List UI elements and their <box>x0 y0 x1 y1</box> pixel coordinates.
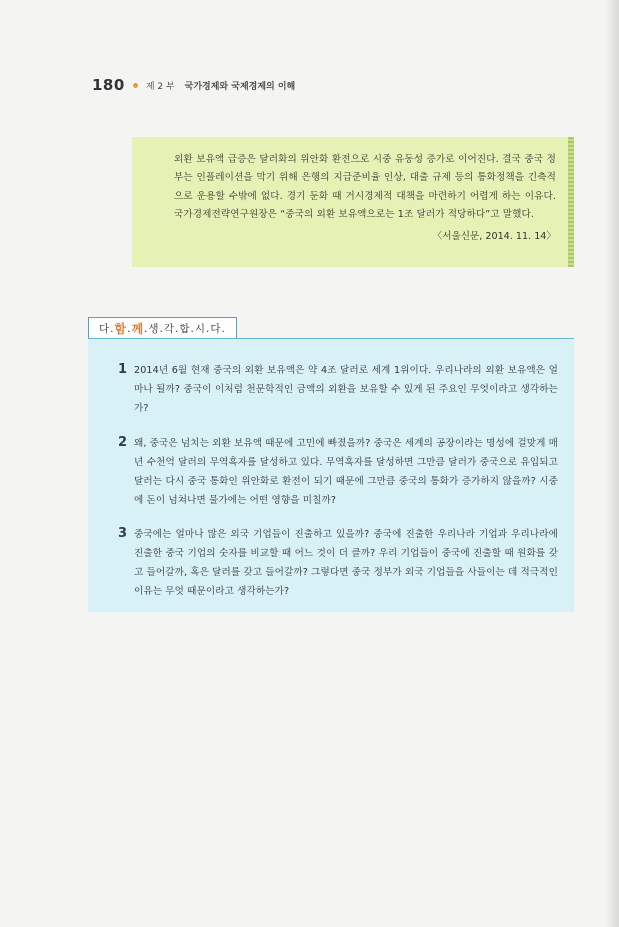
label-char: 다 <box>210 323 222 335</box>
news-quote-box <box>132 137 574 267</box>
label-char: 생 <box>148 323 160 335</box>
quote-text: 외환 보유액 급증은 달러화의 위안화 환전으로 시중 유동성 증가로 이어진다. 결국 중국 정부는 인플레이션을 막기 위해 은행의 지급준비율 인상, 대출 규제 등의 통화정책을 긴축적으로 운용할 수밖에 없다. 경기 둔화 때 거시경제적 대책을 마련하기 어렵게 하는 이유다. 국가경제전략연구원장은 “중국의 외환 보유액으로는 1조 달러가 적당하다”고 말했다. <box>174 154 556 221</box>
part-label: 제 2 부 <box>145 81 175 92</box>
page-number: 180 <box>92 76 125 94</box>
label-char: 시 <box>194 323 207 335</box>
bullet-dot-icon <box>133 83 138 88</box>
quote-source: 〈서울신문, 2014. 11. 14〉 <box>432 230 556 242</box>
quote-side-stripe <box>568 137 574 267</box>
question-text: 2014년 6월 현재 중국의 외환 보유액은 약 4조 달러로 세계 1위이다. 우리나라의 외환 보유액은 얼마나 될까? 중국이 이처럼 천문학적인 금액의 외환을 보유할 수 있게 된 주요인 무엇이라고 생각하는가? <box>134 365 558 414</box>
label-char: 각 <box>163 323 176 335</box>
label-char: 합 <box>179 323 191 335</box>
question-item <box>118 525 558 601</box>
label-char-accent: 께 <box>131 322 145 336</box>
part-title: 국가경제와 국제경제의 이해 <box>184 81 296 92</box>
question-text: 중국에는 얼마나 많은 외국 기업들이 진출하고 있을까? 중국에 진출한 우리나라 기업과 우리나라에 진출한 중국 기업의 숫자를 비교할 때 어느 것이 더 클까? 우리 기업들이 중국에 진출할 때 원화를 갖고 들어갈까, 혹은 달러를 갖고 들어갈까? 그렇다면 중국 정부가 외국 기업들을 사들이는 데 적극적인 이유는 무엇 때문이라고 생각하는가? <box>134 529 558 597</box>
page-edge-shadow <box>605 0 619 927</box>
label-char: 다 <box>99 323 111 335</box>
question-item <box>118 434 558 510</box>
question-text: 왜, 중국은 넘치는 외환 보유액 때문에 고민에 빠졌을까? 중국은 세계의 공장이라는 명성에 걸맞게 매년 수천억 달러의 무역흑자를 달성하고 있다. 무역흑자를 달성하면 그만큼 달러가 중국으로 유입되고 달러는 다시 중국 통화인 위안화로 환전이 되기 때문에 그만큼 중국의 통화가 증가하지 않을까? 시중에 돈이 넘쳐나면 물가에는 어떤 영향을 미칠까? <box>134 438 558 506</box>
label-char-accent: 함 <box>114 322 128 336</box>
question-number: 2 <box>118 435 128 450</box>
label-underline <box>88 338 574 339</box>
running-header <box>92 76 295 94</box>
think-together-label: 다 . 함 . 께 . 생 . 각 . 합 . 시 . 다 . <box>88 317 237 339</box>
question-number: 1 <box>118 362 128 377</box>
question-item <box>118 361 558 418</box>
question-number: 3 <box>118 526 128 541</box>
